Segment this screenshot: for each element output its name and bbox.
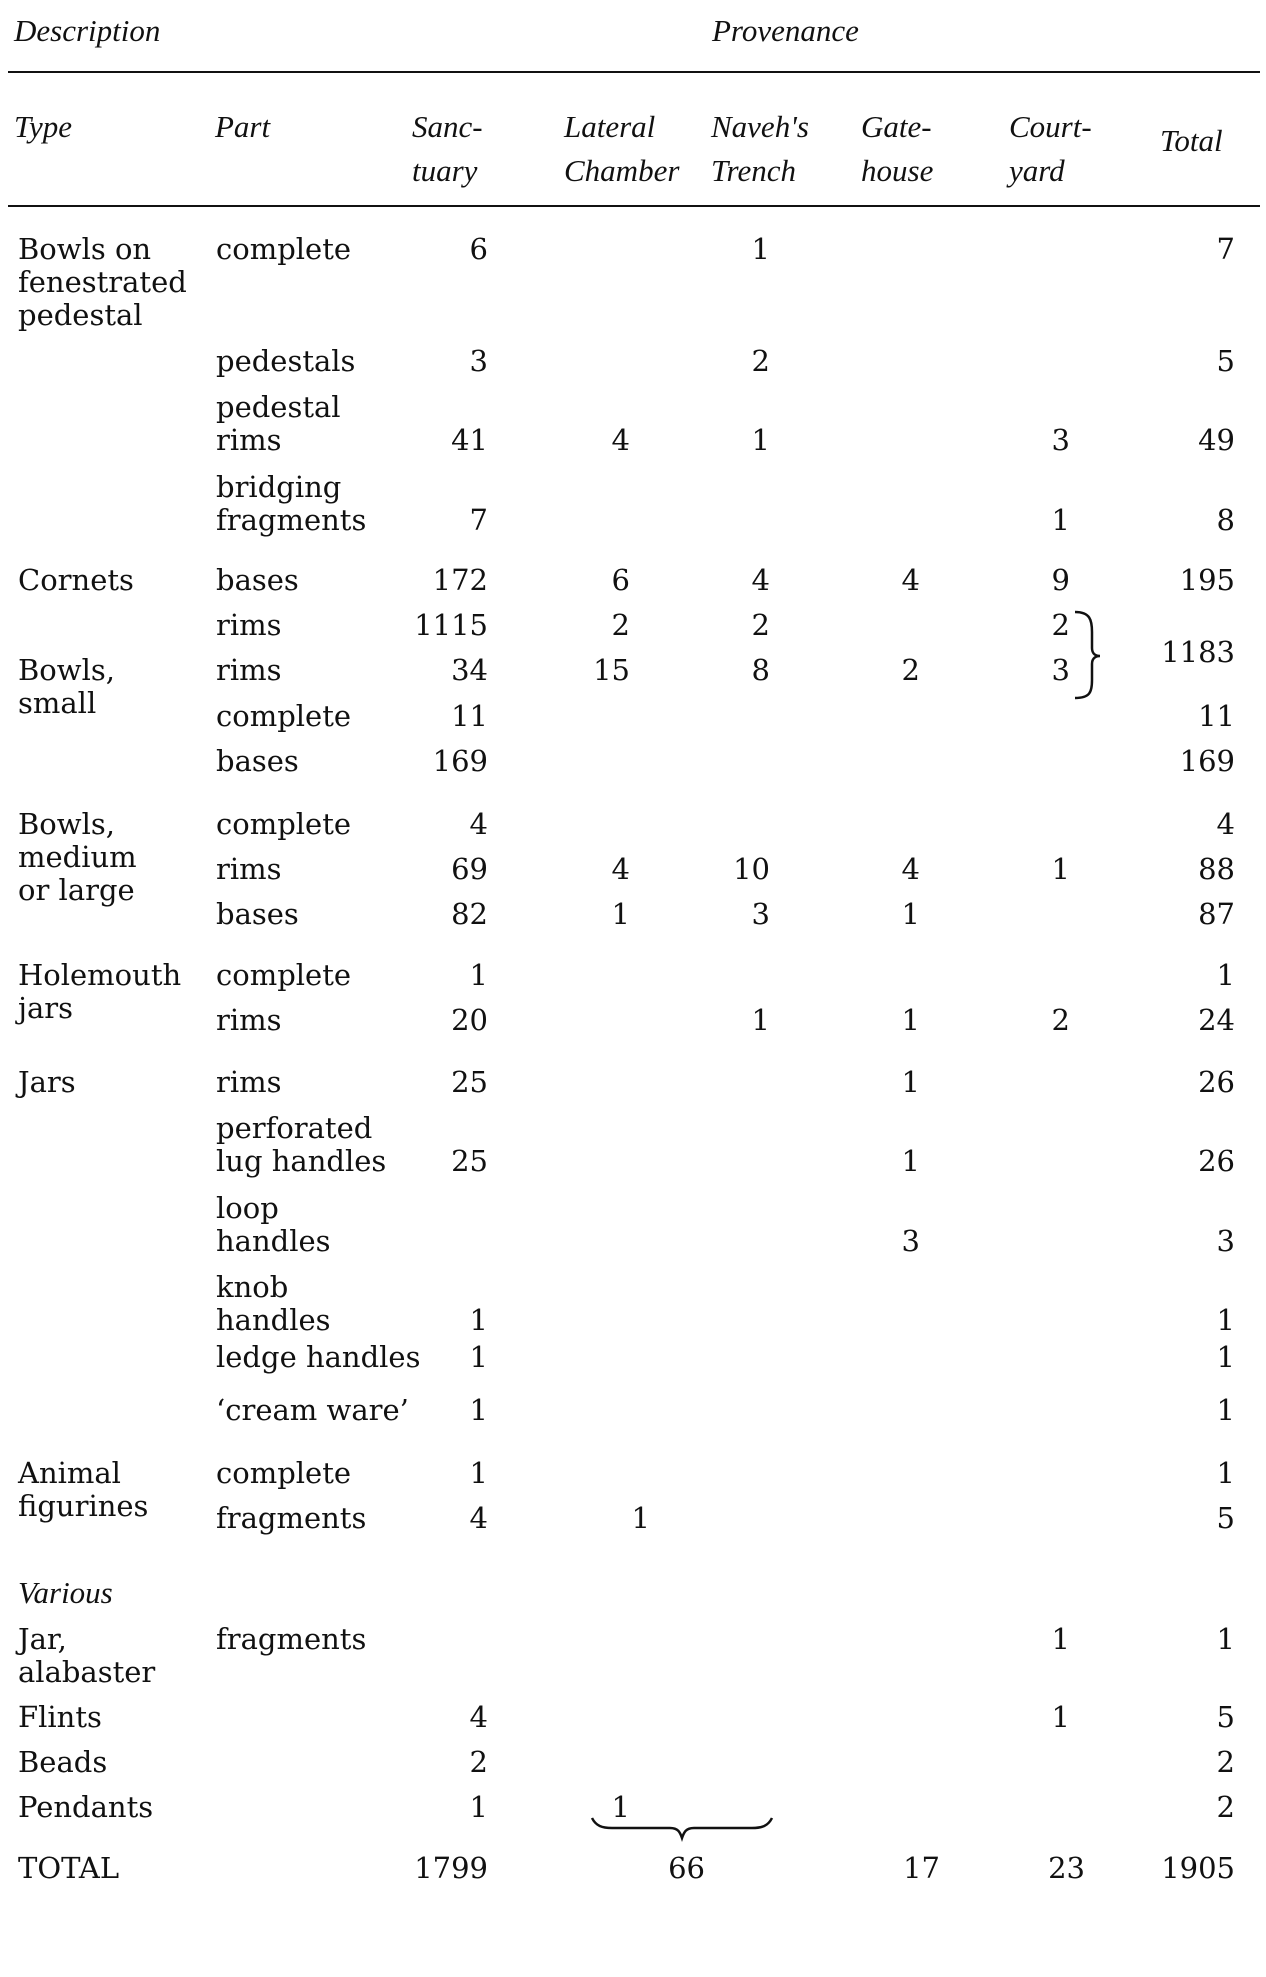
cell-total: 87 [1198,897,1235,931]
row-part-label: rims [216,653,282,687]
cell-gatehouse: 1 [901,1144,920,1178]
cell-courtyard: 1 [1051,852,1070,886]
lateral-heading-2: Chamber [564,153,680,188]
row-type-label: alabaster [18,1655,156,1689]
total-sanctuary: 1799 [414,1851,488,1885]
cell-sanctuary: 4 [469,1700,488,1734]
row-type-label: Beads [18,1745,108,1779]
cell-total: 1 [1216,1303,1235,1337]
row-part-label: rims [216,608,282,642]
total-courtyard: 23 [1048,1851,1085,1885]
cell-courtyard: 1 [1051,1622,1070,1656]
bracketed-total: 1183 [1161,635,1235,669]
cell-sanctuary: 20 [451,1003,488,1037]
cell-naveh: 2 [751,608,770,642]
cell-total: 2 [1216,1745,1235,1779]
naveh-heading-2: Trench [711,153,796,188]
cell-gatehouse: 3 [901,1224,920,1258]
row-part-label: complete [216,699,352,733]
lateral-heading-1: Lateral [564,109,656,144]
cell-lateral: 1 [611,1790,630,1824]
row-part-label: fragments [216,1622,367,1656]
row-part-label: knob [216,1270,289,1304]
cell-lateral: 6 [611,563,630,597]
row-type-label: figurines [18,1489,149,1523]
row-part-label: ‘cream ware’ [216,1393,409,1427]
cell-total: 7 [1216,232,1235,266]
cell-sanctuary: 1 [469,1340,488,1374]
cell-sanctuary: 1 [469,958,488,992]
cell-courtyard: 1 [1051,1700,1070,1734]
cell-naveh: 3 [751,897,770,931]
cell-total: 26 [1198,1144,1235,1178]
cell-total: 49 [1198,423,1235,457]
row-part-label: complete [216,232,352,266]
under-brace [592,1818,772,1838]
row-part-label: complete [216,1456,352,1490]
total-grand: 1905 [1161,1851,1235,1885]
cell-courtyard: 3 [1051,653,1070,687]
row-part-label: rims [216,1065,282,1099]
cell-naveh: 1 [751,423,770,457]
row-part-label: bases [216,897,299,931]
right-curly-brace [1075,612,1100,698]
cell-total: 26 [1198,1065,1235,1099]
gatehouse-heading-2: house [861,153,934,188]
row-type-label: pedestal [18,298,143,332]
cell-sanctuary: 6 [469,232,488,266]
cell-gatehouse: 1 [901,897,920,931]
row-part-label: loop [216,1191,279,1225]
cell-total: 1 [1216,1622,1235,1656]
part-heading: Part [215,109,271,144]
cell-lateral: 2 [611,608,630,642]
cell-total: 4 [1216,807,1235,841]
cell-sanctuary: 7 [469,503,488,537]
total-gatehouse: 17 [903,1851,940,1885]
row-part-label: perforated [216,1111,373,1145]
row-type-label: small [18,686,97,720]
cell-courtyard: 1 [1051,503,1070,537]
row-type-label: Cornets [18,563,134,597]
cell-gatehouse: 4 [901,852,920,886]
cell-gatehouse: 1 [901,1003,920,1037]
cell-sanctuary: 41 [451,423,488,457]
row-part-label: lug handles [216,1144,387,1178]
row-type-label: Bowls, [18,653,115,687]
cell-lateral: 4 [611,423,630,457]
cell-naveh: 1 [751,1003,770,1037]
cell-sanctuary: 25 [451,1144,488,1178]
total-lateral-naveh: 66 [668,1851,705,1885]
cell-gatehouse: 4 [901,563,920,597]
cell-courtyard: 2 [1051,1003,1070,1037]
cell-sanctuary: 169 [432,744,488,778]
cell-naveh: 8 [751,653,770,687]
cell-total: 1 [1216,1393,1235,1427]
total-row-label: TOTAL [18,1851,120,1885]
cell-total: 24 [1198,1003,1235,1037]
cell-courtyard: 2 [1051,608,1070,642]
row-part-label: handles [216,1303,331,1337]
gatehouse-heading-1: Gate- [861,109,932,144]
row-type-label: Holemouth [18,958,182,992]
cell-total: 8 [1216,503,1235,537]
cell-total: 195 [1179,563,1235,597]
cell-naveh: 10 [733,852,770,886]
cell-sanctuary: 82 [451,897,488,931]
cell-sanctuary: 172 [432,563,488,597]
cell-lateral: 15 [593,653,630,687]
row-type-label: medium [18,840,137,874]
cell-gatehouse: 1 [901,1065,920,1099]
row-part-label: pedestal [216,390,341,424]
row-type-label: fenestrated [18,265,187,299]
cell-total: 1 [1216,1340,1235,1374]
row-type-label: Pendants [18,1790,154,1824]
cell-sanctuary: 1 [469,1303,488,1337]
cell-total: 5 [1216,1501,1235,1535]
cell-sanctuary: 4 [469,1501,488,1535]
cell-total: 169 [1179,744,1235,778]
cell-total: 88 [1198,852,1235,886]
courtyard-heading-1: Court- [1009,109,1092,144]
naveh-heading-1: Naveh's [711,109,809,144]
row-part-label: rims [216,423,282,457]
row-part-label: complete [216,958,352,992]
cell-lateral: 4 [611,852,630,886]
cell-lateral: 1 [611,897,630,931]
cell-courtyard: 9 [1051,563,1070,597]
row-type-label: or large [18,873,135,907]
row-part-label: bases [216,563,299,597]
description-heading: Description [14,13,161,48]
row-type-label: Jars [18,1065,76,1099]
cell-sanctuary: 69 [451,852,488,886]
row-part-label: complete [216,807,352,841]
sanctuary-heading-2: tuary [412,153,478,188]
cell-total: 3 [1216,1224,1235,1258]
cell-sanctuary: 4 [469,807,488,841]
cell-courtyard: 3 [1051,423,1070,457]
cell-total: 5 [1216,1700,1235,1734]
courtyard-heading-2: yard [1009,153,1065,188]
cell-naveh: 1 [751,232,770,266]
cell-sanctuary: 1 [469,1790,488,1824]
cell-lateral: 1 [631,1501,650,1535]
cell-sanctuary: 11 [451,699,488,733]
cell-total: 2 [1216,1790,1235,1824]
cell-naveh: 2 [751,344,770,378]
cell-sanctuary: 1 [469,1393,488,1427]
row-type-label: Flints [18,1700,102,1734]
cell-sanctuary: 25 [451,1065,488,1099]
cell-sanctuary: 1 [469,1456,488,1490]
row-type-label: Jar, [18,1622,67,1656]
total-heading: Total [1160,123,1223,158]
row-type-label: Animal [18,1456,121,1490]
various-label: Various [18,1575,113,1610]
cell-gatehouse: 2 [901,653,920,687]
cell-naveh: 4 [751,563,770,597]
cell-sanctuary: 34 [451,653,488,687]
cell-sanctuary: 1115 [414,608,488,642]
provenance-heading: Provenance [712,13,859,48]
cell-total: 5 [1216,344,1235,378]
cell-total: 1 [1216,1456,1235,1490]
row-part-label: bases [216,744,299,778]
row-part-label: bridging [216,470,342,504]
row-type-label: Bowls, [18,807,115,841]
sanctuary-heading-1: Sanc- [412,109,483,144]
cell-sanctuary: 2 [469,1745,488,1779]
cell-total: 11 [1198,699,1235,733]
row-part-label: fragments [216,503,367,537]
row-part-label: rims [216,1003,282,1037]
row-part-label: rims [216,852,282,886]
row-part-label: handles [216,1224,331,1258]
row-type-label: jars [18,991,74,1025]
row-part-label: ledge handles [216,1340,421,1374]
cell-total: 1 [1216,958,1235,992]
cell-sanctuary: 3 [469,344,488,378]
row-part-label: pedestals [216,344,356,378]
row-type-label: Bowls on [18,232,152,266]
type-heading: Type [14,109,72,144]
row-part-label: fragments [216,1501,367,1535]
